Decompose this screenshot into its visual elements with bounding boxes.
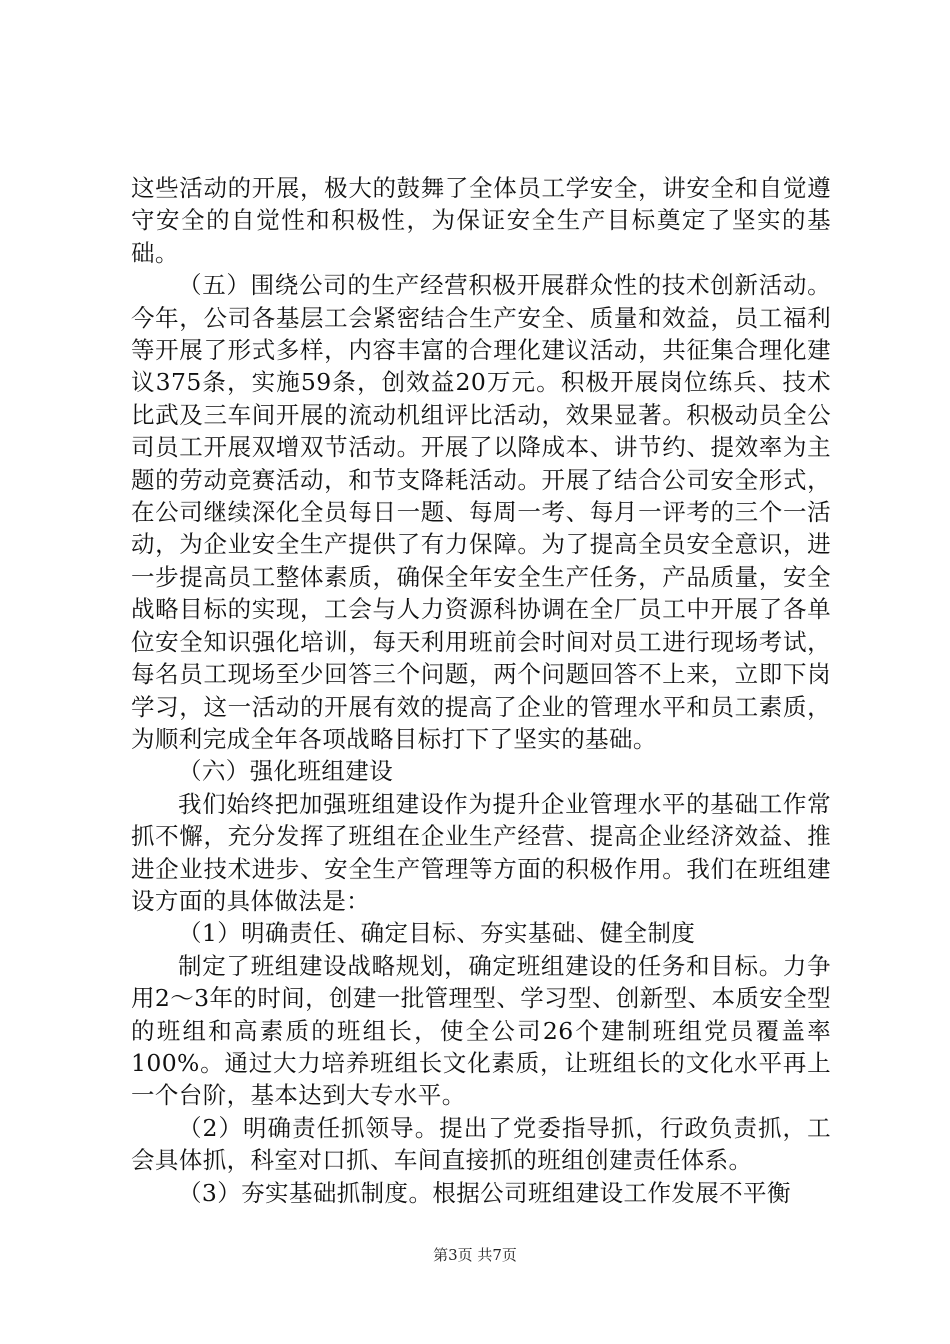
paragraph-team-building-intro: 我们始终把加强班组建设作为提升企业管理水平的基础工作常抓不懈，充分发挥了班组在企业生产经营、提高企业经济效益、推进企业技术进步、安全生产管理等方面的积极作用。我们在班组建设方面的具体做法是： bbox=[131, 789, 831, 915]
paragraph-subitem-2: （2）明确责任抓领导。提出了党委指导抓，行政负责抓，工会具体抓，科室对口抓、车间直接抓的班组创建责任体系。 bbox=[131, 1113, 831, 1175]
paragraph-section-5: （五）围绕公司的生产经营积极开展群众性的技术创新活动。今年，公司各基层工会紧密结合生产安全、质量和效益，员工福利等开展了形式多样，内容丰富的合理化建议活动，共征集合理化建议375条，实施59条，创效益20万元。积极开展岗位练兵、技术比武及三车间开展的流动机组评比活动，效果显著。积极动员全公司员工开展双增双节活动。开展了以降成本、讲节约、提效率为主题的劳动竞赛活动，和节支降耗活动。开展了结合公司安全形式，在公司继续深化全员每日一题、每周一考、每月一评考的三个一活动，为企业安全生产提供了有力保障。为了提高全员安全意识，进一步提高员工整体素质，确保全年安全生产任务，产品质量，安全战略目标的实现，工会与人力资源科协调在全厂员工中开展了各单位安全知识强化培训，每天利用班前会时间对员工进行现场考试，每名员工现场至少回答三个问题，两个问题回答不上来，立即下岗学习，这一活动的开展有效的提高了企业的管理水平和员工素质，为顺利完成全年各项战略目标打下了坚实的基础。 bbox=[131, 271, 831, 753]
paragraph-team-planning: 制定了班组建设战略规划，确定班组建设的任务和目标。力争用2～3年的时间，创建一批管理型、学习型、创新型、本质安全型的班组和高素质的班组长，使全公司26个建制班组党员覆盖率100%。通过大力培养班组长文化素质，让班组长的文化水平再上一个台阶，基本达到大专水平。 bbox=[131, 951, 831, 1110]
section-heading-6: （六）强化班组建设 bbox=[178, 757, 394, 786]
page-number-footer: 第3页 共7页 bbox=[433, 1246, 517, 1264]
paragraph-continuation: 这些活动的开展，极大的鼓舞了全体员工学安全，讲安全和自觉遵守安全的自觉性和积极性，为保证安全生产目标奠定了坚实的基础。 bbox=[131, 174, 831, 267]
paragraph-subitem-3: （3）夯实基础抓制度。根据公司班组建设工作发展不平衡 bbox=[178, 1178, 791, 1207]
document-body bbox=[131, 172, 831, 1209]
subheading-1: （1）明确责任、确定目标、夯实基础、健全制度 bbox=[178, 919, 696, 948]
